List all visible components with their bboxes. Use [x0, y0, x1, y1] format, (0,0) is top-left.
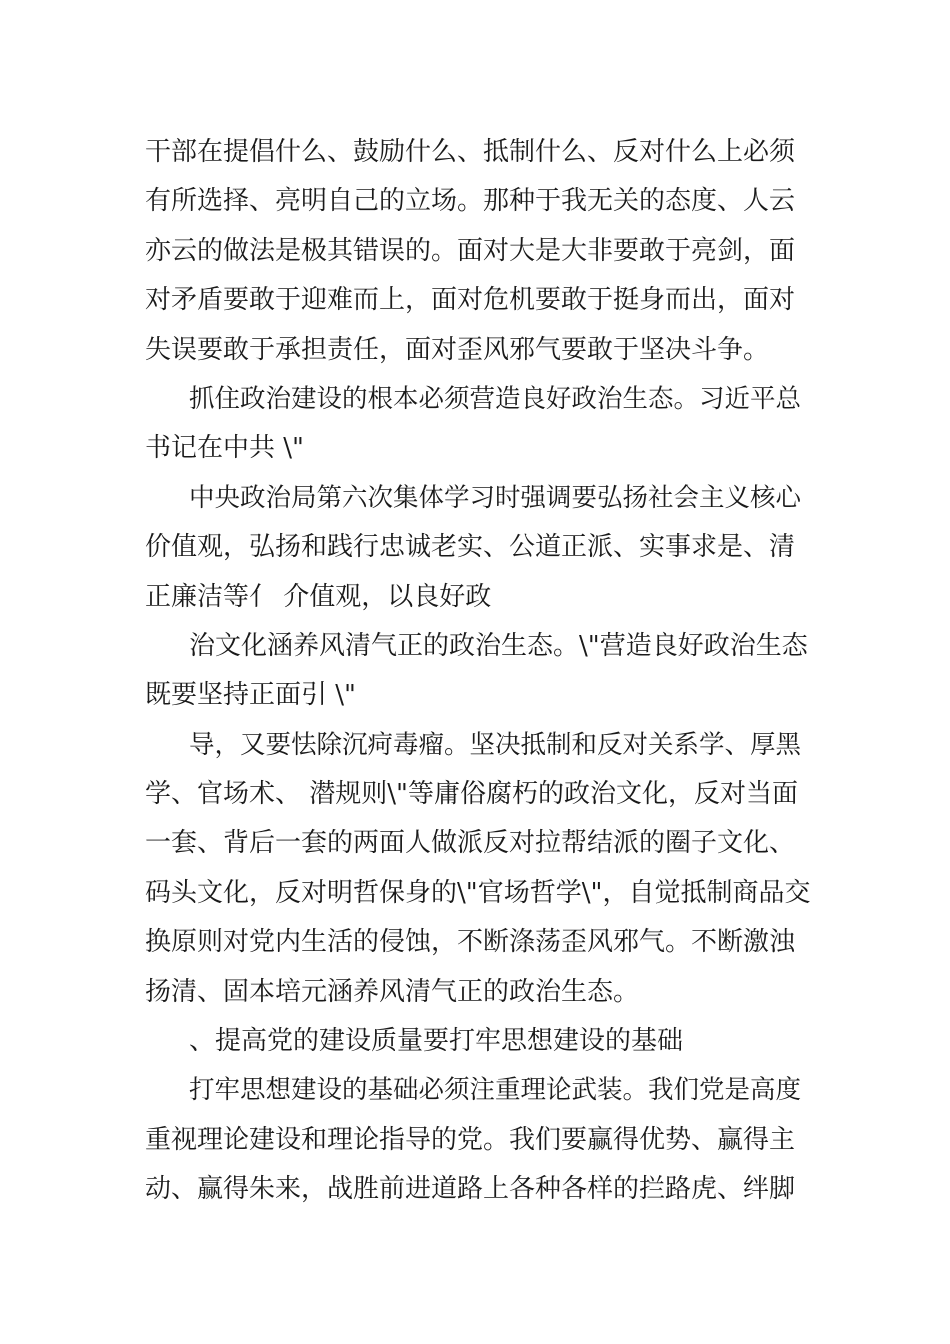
text-line: 书记在中共 \" [145, 433, 304, 464]
text-line: 治文化涵养风清气正的政治生态。\"营造良好政治生态 [189, 630, 808, 661]
text-line: 中央政治局第六次集体学习时强调要弘扬社会主义核心 [189, 482, 802, 513]
text-line: 换原则对党内生活的侵蚀，不断涤荡歪风邪气。不断激浊 [145, 927, 796, 958]
text-line: 价值观，弘扬和践行忠诚老实、公道正派、实事求是、清 [145, 532, 796, 563]
text-line: 学、官场术、 潜规则\"等庸俗腐朽的政治文化，反对当面 [145, 779, 798, 810]
text-line: 有所选择、亮明自己的立场。那种于我无关的态度、人云 [145, 186, 796, 217]
text-line: 亦云的做法是极其错误的。面对大是大非要敢于亮剑，面 [145, 235, 796, 266]
text-line: 失误要敢于承担责任，面对歪风邪气要敢于坚决斗争。 [145, 334, 770, 365]
text-line: 既要坚持正面引 \" [145, 680, 356, 711]
text-line: 抓住政治建设的根本必须营造良好政治生态。习近平总 [189, 383, 802, 414]
text-line: 重视理论建设和理论指导的党。我们要赢得优势、赢得主 [145, 1124, 796, 1155]
text-line: 一套、背后一套的两面人做派反对拉帮结派的圈子文化、 [145, 828, 796, 859]
text-line: 码头文化，反对明哲保身的\"官场哲学\"，自觉抵制商品交 [145, 877, 811, 908]
text-line: 干部在提倡什么、鼓励什么、抵制什么、反对什么上必须 [145, 137, 796, 167]
text-line: 扬清、固本培元涵养风清气正的政治生态。 [145, 976, 640, 1007]
text-line: 、提高党的建设质量要打牢思想建设的基础 [189, 1026, 684, 1057]
text-line: 打牢思想建设的基础必须注重理论武装。我们党是高度 [189, 1075, 802, 1106]
document-body [145, 128, 810, 1215]
text-line: 动、赢得朱来，战胜前进道路上各种各样的拦路虎、绊脚 [145, 1174, 796, 1205]
text-line: 正廉洁等亻 介值观，以良好政 [145, 581, 492, 612]
text-line: 对矛盾要敢于迎难而上，面对危机要敢于挺身而出，面对 [145, 285, 796, 316]
text-line: 导，又要怯除沉疴毒瘤。坚决抵制和反对关系学、厚黑 [189, 729, 802, 760]
